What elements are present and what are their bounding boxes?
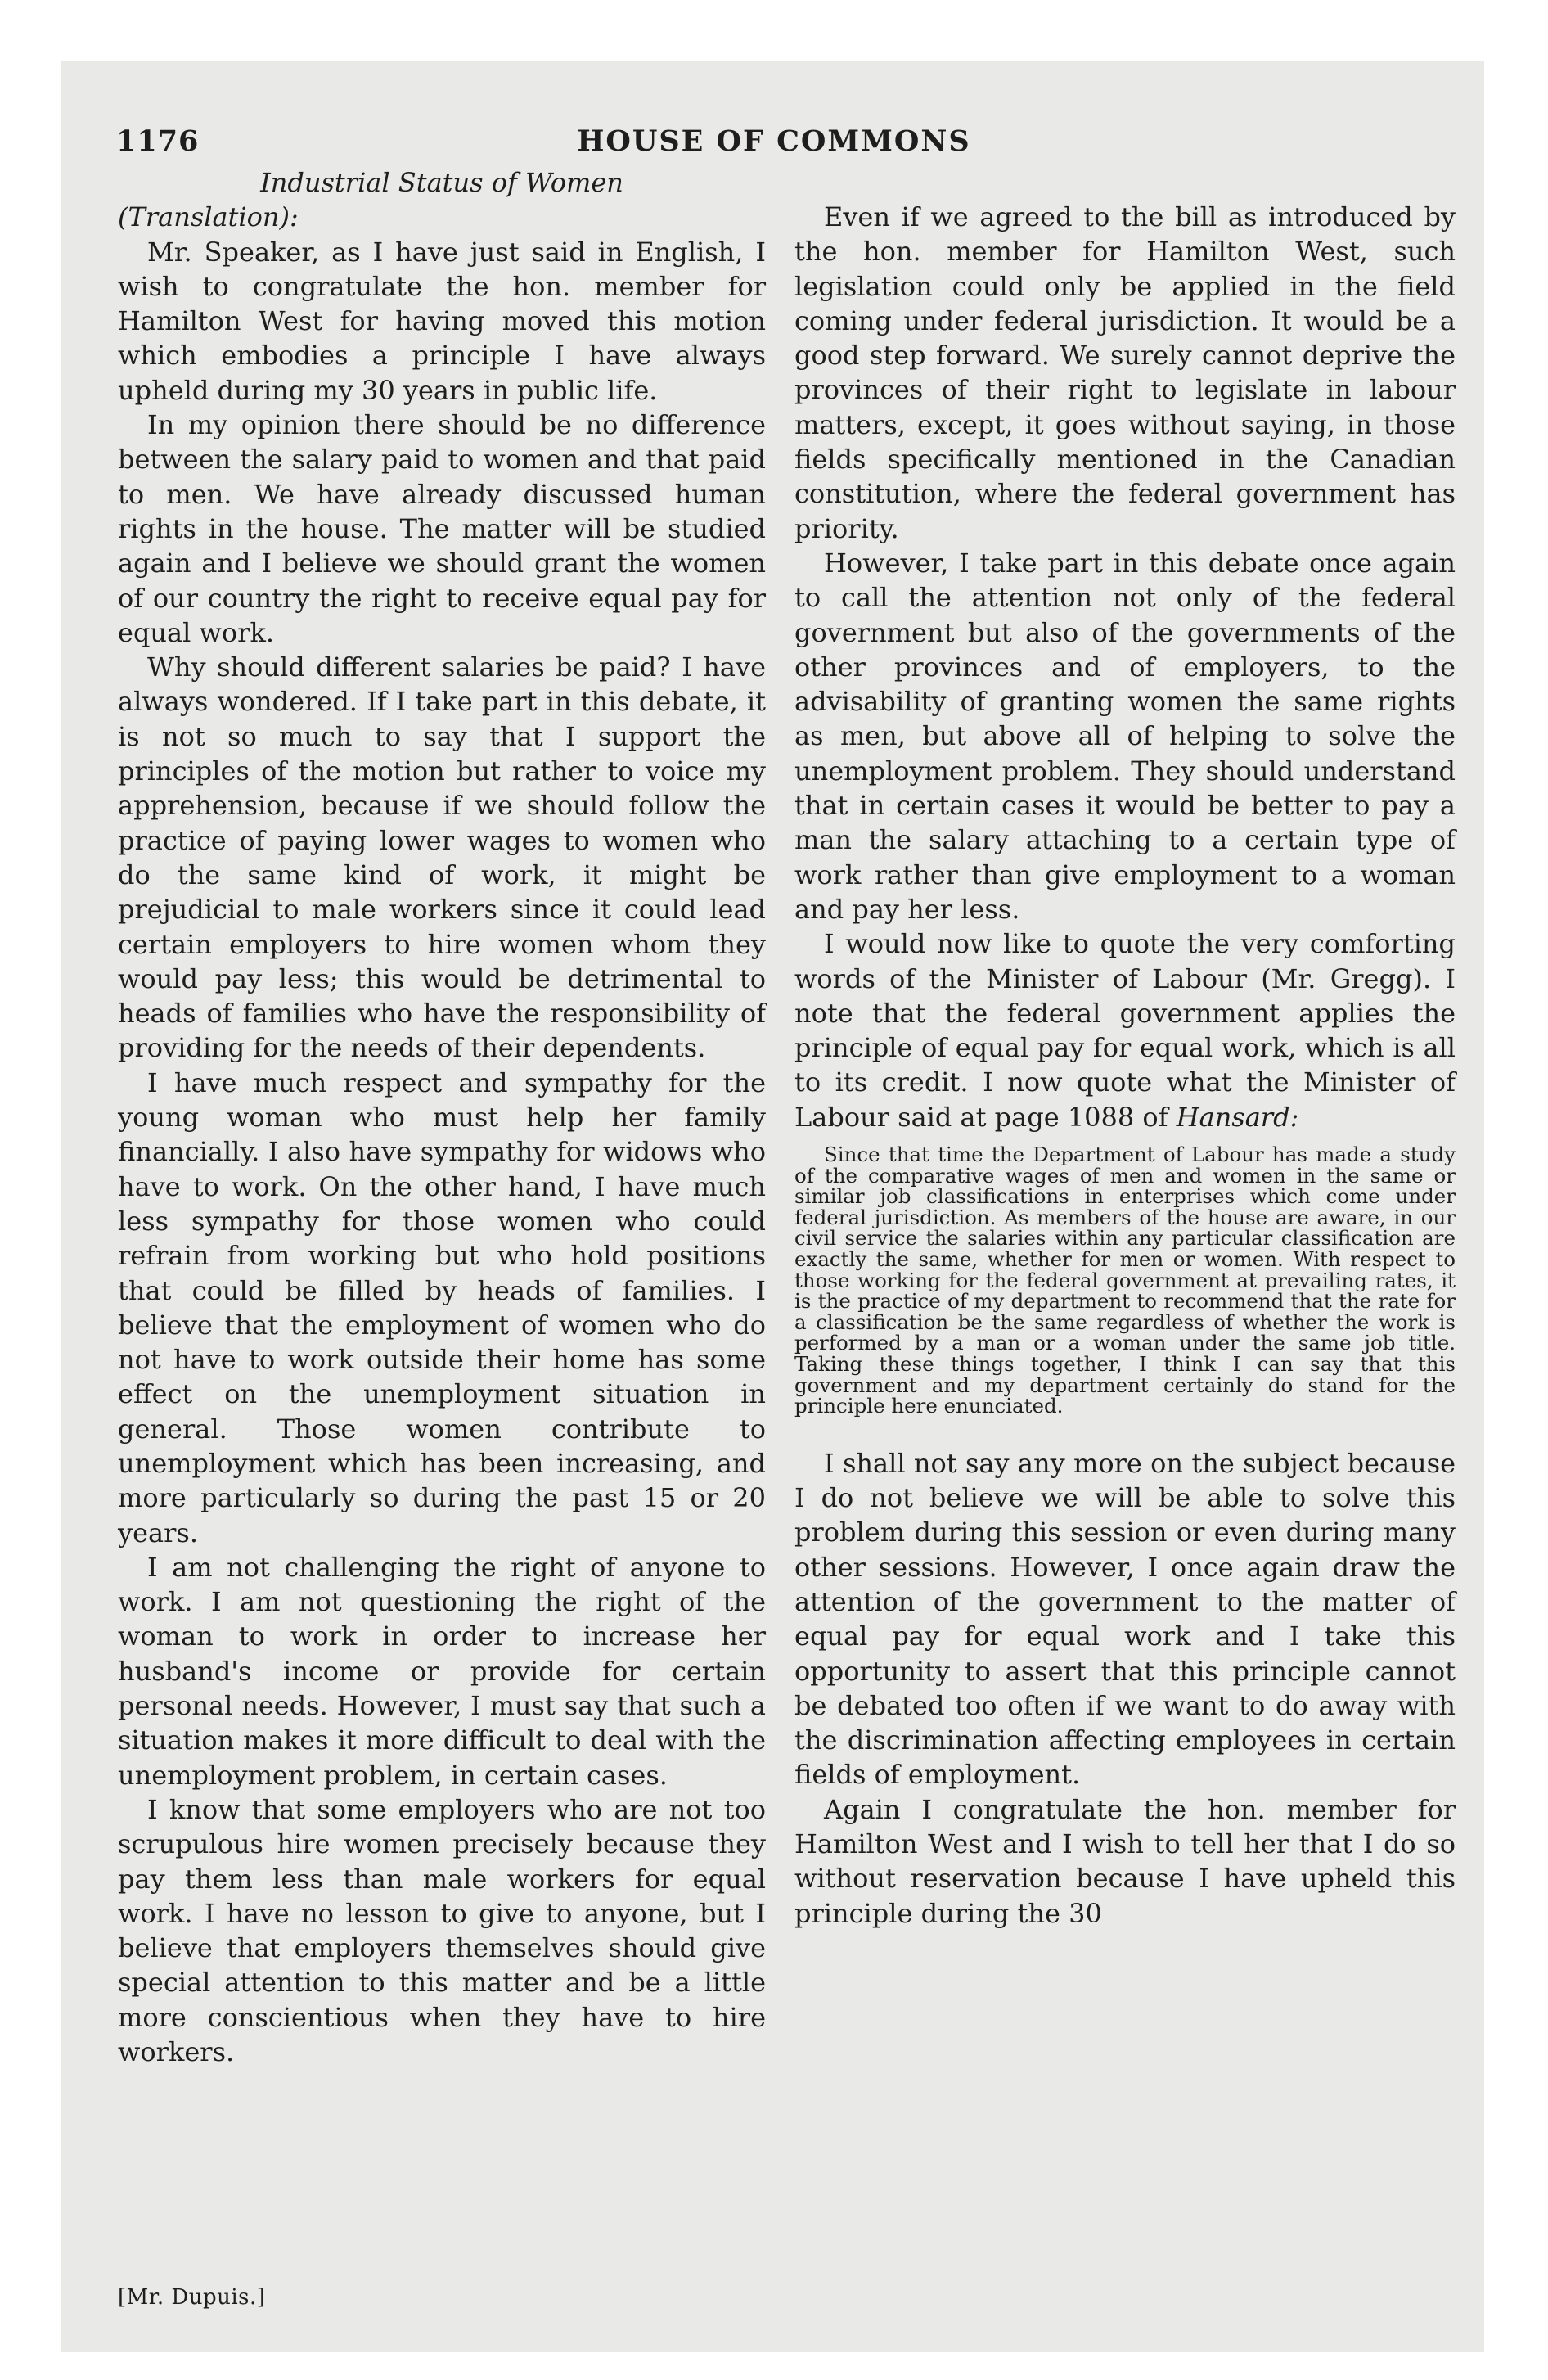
block-quotation: Since that time the Department of Labour has made a study of the comparative wages of men and women in the same or similar job classifications in enterprises which come under federal jurisdiction. As members of the house are aware, in our civil service the salaries within any particular classification are exactly the same, whether for men or women. With respect to those working for the federal government at prevailing rates, it is the practice of my department to recommend that the rate for a classification be the same regardless of whether the work is performed by a man or a woman under the same job title. Taking these things together, I think I can say that this government and my department certainly do stand for the principle here enunciated. bbox=[794, 1143, 1456, 1418]
paragraph: Even if we agreed to the bill as introduced by the hon. member for Hamilton West, such legislation could only be applied in the field coming under federal jurisdiction. It would be a good step forward. We surely cannot deprive the provinces of their right to legislate in labour matters, except, it goes without saying, in those fields specifically mentioned in the Canadian constitution, where the federal government has priority. bbox=[794, 201, 1456, 544]
right-column bbox=[794, 200, 1456, 1931]
left-column bbox=[118, 165, 766, 2069]
paragraph: Again I congratulate the hon. member for Hamilton West and I wish to tell her that I do so without reservation because I have upheld this principle during the 30 bbox=[794, 1793, 1456, 1929]
paragraph: I know that some employers who are not too scrupulous hire women precisely because they pay them less than male workers for equal work. I have no lesson to give to anyone, but I believe that employers themselves should give special attention to this matter and be a little more conscientious when they have to hire workers. bbox=[118, 1793, 766, 2068]
paragraph: In my opinion there should be no difference between the salary paid to women and that paid to men. We have already discussed human rights in the house. The matter will be studied again and I believe we should grant the women of our country the right to receive equal pay for equal work. bbox=[118, 409, 766, 648]
page-number: 1176 bbox=[116, 124, 200, 158]
paragraph: Mr. Speaker, as I have just said in English, I wish to congratulate the hon. member for Hamilton West for having moved this motion which embodies a principle I have always upheld during my 30 years in public life. bbox=[118, 236, 766, 406]
hansard-reference: Hansard: bbox=[1176, 1101, 1299, 1133]
running-head: HOUSE OF COMMONS bbox=[577, 124, 971, 158]
quote-lead-in-text: I would now like to quote the very comforting words of the Minister of Labour (Mr. Gregg). I note that the federal government applies the principle of equal pay for equal work, which is all to its credit. I now quote what the Minister of Labour said at page 1088 of bbox=[794, 928, 1456, 1133]
section-title: Industrial Status of Women bbox=[260, 167, 623, 198]
paragraph: I shall not say any more on the subject because I do not believe we will be able to solve this problem during this session or even during many other sessions. However, I once again draw the attention of the government to the matter of equal pay for equal work and I take this opportunity to assert that this principle cannot be debated too often if we want to do away with the discrimination affecting employees in certain fields of employment. bbox=[794, 1447, 1456, 1791]
quote-lead-in bbox=[794, 926, 1456, 1134]
paragraph: I have much respect and sympathy for the young woman who must help her family financially. I also have sympathy for widows who have to work. On the other hand, I have much less sympathy for those women who could refrain from working but who hold positions that could be filled by heads of families. I believe that the employment of women who do not have to work outside their home has some effect on the unemployment situation in general. Those women contribute to unemployment which has been increasing, and more particularly so during the past 15 or 20 years. bbox=[118, 1066, 766, 1548]
paragraph: I am not challenging the right of anyone to work. I am not questioning the right of the woman to work in order to increase her husband's income or provide for certain personal needs. However, I must say that such a situation makes it more difficult to deal with the unemployment problem, in certain cases. bbox=[118, 1551, 766, 1791]
speaker-credit: [Mr. Dupuis.] bbox=[118, 2285, 266, 2310]
paragraph: Why should different salaries be paid? I have always wondered. If I take part in this debate, it is not so much to say that I support the principles of the motion but rather to voice my apprehension, because if we should follow the practice of paying lower wages to women who do the same kind of work, it might be prejudicial to male workers since it could lead certain employers to hire women whom they would pay less; this would be detrimental to heads of families who have the responsibility of providing for the needs of their dependents. bbox=[118, 651, 766, 1064]
translation-note: (Translation): bbox=[118, 201, 299, 233]
paragraph: However, I take part in this debate once again to call the attention not only of the federal government but also of the governments of the other provinces and of employers, to the advisability of granting women the same rights as men, but above all of helping to solve the unemployment problem. They should understand that in certain cases it would be better to pay a man the salary attaching to a certain type of work rather than give employment to a woman and pay her less. bbox=[794, 547, 1456, 925]
